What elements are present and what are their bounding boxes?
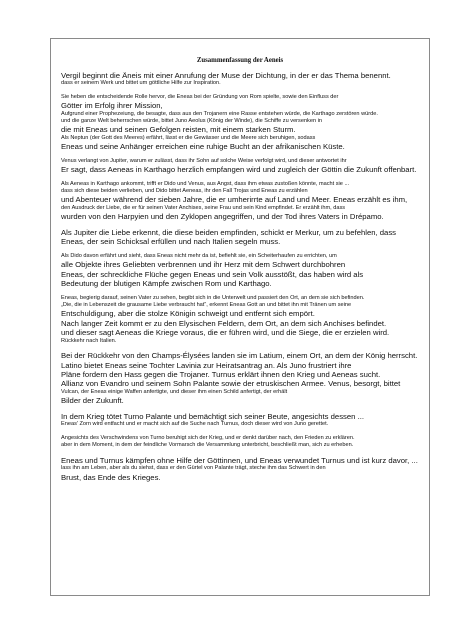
text-line: Als Neptun (der Gott des Meeres) erfährt, lässt er die Gewässer und die Meere sich beruhigen, sodass xyxy=(61,134,316,141)
text-line: dass er seinem Werk und bittet um göttliche Hilfe zur Inspiration. xyxy=(61,80,221,87)
text-line: und die ganze Welt beherrschen würde, bittet Juno Aeolus (König der Winde), die Schiffe zu versenken in xyxy=(61,117,322,124)
text-line: „Die, die in Lebenszeit die grausame Liebe verbraucht hat“, erkennt Eneas Gott an und bittet ihn mit Tränen um seine xyxy=(61,302,352,309)
text-line: Eneas und Turnus kämpfen ohne Hilfe der Göttinnen, und Eneas verwundet Turnus und ist kurz davor, ... xyxy=(61,455,418,465)
text-line: Er sagt, dass Aeneas in Karthago herzlich empfangen wird und zugleich der Göttin die Zukunft offenbart. xyxy=(61,164,417,174)
paragraph xyxy=(61,228,421,247)
text-line: Nach langer Zeit kommt er zu den Elysischen Feldern, dem Ort, an dem sich Anchises befindet. xyxy=(61,318,387,328)
text-line: Vergil beginnt die Äneis mit einer Anrufung der Muse der Dichtung, in der er das Thema benennt. xyxy=(61,71,391,80)
text-line: alle Objekte ihres Geliebten verbrennen und ihr Herz mit dem Schwert durchbohren xyxy=(61,260,346,270)
text-line: dass sich diese beiden verlieben, und Dido bittet Aeneas, ihr den Fall Trojas und Eneas zu erzählen xyxy=(61,187,308,194)
paragraph xyxy=(61,158,421,175)
text-line: Eneas, begierig darauf, seinen Vater zu sehen, begibt sich in die Unterwelt und passiert den Ort, an dem sie sich befinden. xyxy=(61,294,365,301)
text-line: Sie heben die entscheidende Rolle hervor, die Eneas bei der Gründung von Rom spielte, sowie den Einfluss der xyxy=(61,94,339,101)
text-line: Rückkehr nach Italien. xyxy=(61,337,117,344)
text-line: Götter im Erfolg ihrer Mission, xyxy=(61,101,163,111)
text-line: Brust, das Ende des Krieges. xyxy=(61,472,161,482)
text-line: Pläne fordern den Hass gegen die Trojaner. Turnus erklärt ihnen den Krieg und Aeneas sucht. xyxy=(61,370,381,380)
text-line: Vulcan, der Eneas einige Waffen anfertigte, und dieser ihm einen Schild anfertigt, der erhält xyxy=(61,388,288,395)
paragraph xyxy=(61,71,421,88)
paragraph xyxy=(61,253,421,288)
text-line: und Abenteuer während der sieben Jahre, die er umherirrte auf Land und Meer. Eneas erzählt es ihm, xyxy=(61,195,408,205)
text-line: Allianz von Evandro und seinem Sohn Palante sowie der etruskischen Armee. Venus, besorgt, bittet xyxy=(61,379,401,389)
text-line: lass ihn am Leben, aber als du siehst, dass er den Gürtel von Palante trägt, steche ihm das Schwert in den xyxy=(61,465,326,472)
text-line: Venus verlangt von Jupiter, warum er zulässt, dass ihr Sohn auf solche Weise verfolgt wird, und dieser antwortet ihr xyxy=(61,157,347,164)
text-line: aber in dem Moment, in dem der feindliche Vormarsch die Versammlung unterbricht, beschließt man, sich zu erheben. xyxy=(61,442,354,449)
text-line: Als Dido davon erfährt und sieht, dass Eneas nicht mehr da ist, befiehlt sie, ein Scheiterhaufen zu errichten, um xyxy=(61,252,337,259)
document-page xyxy=(50,38,430,596)
text-line: Aufgrund einer Prophezeiung, die besagte, dass aus den Trojanern eine Rasse entstehen würde, die Karthago zerstören würde. xyxy=(61,110,378,117)
paragraph xyxy=(61,181,421,221)
text-line: Latino bietet Eneas seine Tochter Lavinia zur Heiratsantrag an. Als Juno frustriert ihre xyxy=(61,360,352,370)
text-line: Als Aeneas in Karthago ankommt, trifft er Dido und Venus, aus Angst, dass ihm etwas zustoßen könnte, macht sie ... xyxy=(61,180,350,187)
text-line: Bilder der Zukunft. xyxy=(61,396,124,406)
text-line: In dem Krieg tötet Turno Palante und bemächtigt sich seiner Beute, angesichts dessen ... xyxy=(61,411,364,421)
text-line: wurden von den Harpyien und den Zyklopen angegriffen, und der Tod ihres Vaters in Drépamo. xyxy=(61,211,384,221)
document-body xyxy=(61,71,421,489)
text-line: Bei der Rückkehr von den Champs-Élysées landen sie im Latium, einem Ort, an dem der König herrscht. xyxy=(61,351,418,361)
text-line: Eneas, der sein Schicksal erfüllen und nach Italien segeln muss. xyxy=(61,237,281,247)
text-line: Eneas und seine Anhänger erreichen eine ruhige Bucht an der afrikanischen Küste. xyxy=(61,141,345,151)
text-line: Bedeutung der blutigen Kämpfe zwischen Rom und Karthago. xyxy=(61,279,272,288)
text-line: den Ausdruck der Liebe, die er für seinen Vater Anchises, seine Frau und sein Kind empfindet. Er erzählt ihm, dass xyxy=(61,204,346,211)
text-line: Entschuldigung, aber die stolze Königin schweigt und entfernt sich empört. xyxy=(61,309,315,319)
paragraph xyxy=(61,456,421,482)
text-line: und dieser sagt Aeneas die Kriege voraus, die er führen wird, und die Siege, die er erzielen wird. xyxy=(61,328,390,338)
text-line: die mit Eneas und seinen Gefolgen reisten, mit einem starken Sturm. xyxy=(61,125,296,135)
text-line: Eneas' Zorn wird entfacht und er macht sich auf die Suche nach Turnus, doch dieser wird von Juno gerettet. xyxy=(61,421,329,428)
text-line: Als Jupiter die Liebe erkennt, die diese beiden empfinden, schickt er Merkur, um zu befehlen, dass xyxy=(61,227,397,237)
text-line: Eneas, der schreckliche Flüche gegen Eneas und sein Volk ausstößt, das haben wird als xyxy=(61,269,364,279)
document-title: Zusammenfassung der Aeneis xyxy=(196,57,284,64)
paragraph xyxy=(61,295,421,345)
paragraph xyxy=(61,94,421,151)
text-line: Angesichts des Verschwindens von Turno beruhigt sich der Krieg, und er denkt darüber nach, den Frieden zu erklären. xyxy=(61,435,355,442)
paragraph xyxy=(61,435,421,449)
paragraph xyxy=(61,351,421,405)
paragraph xyxy=(61,412,421,429)
